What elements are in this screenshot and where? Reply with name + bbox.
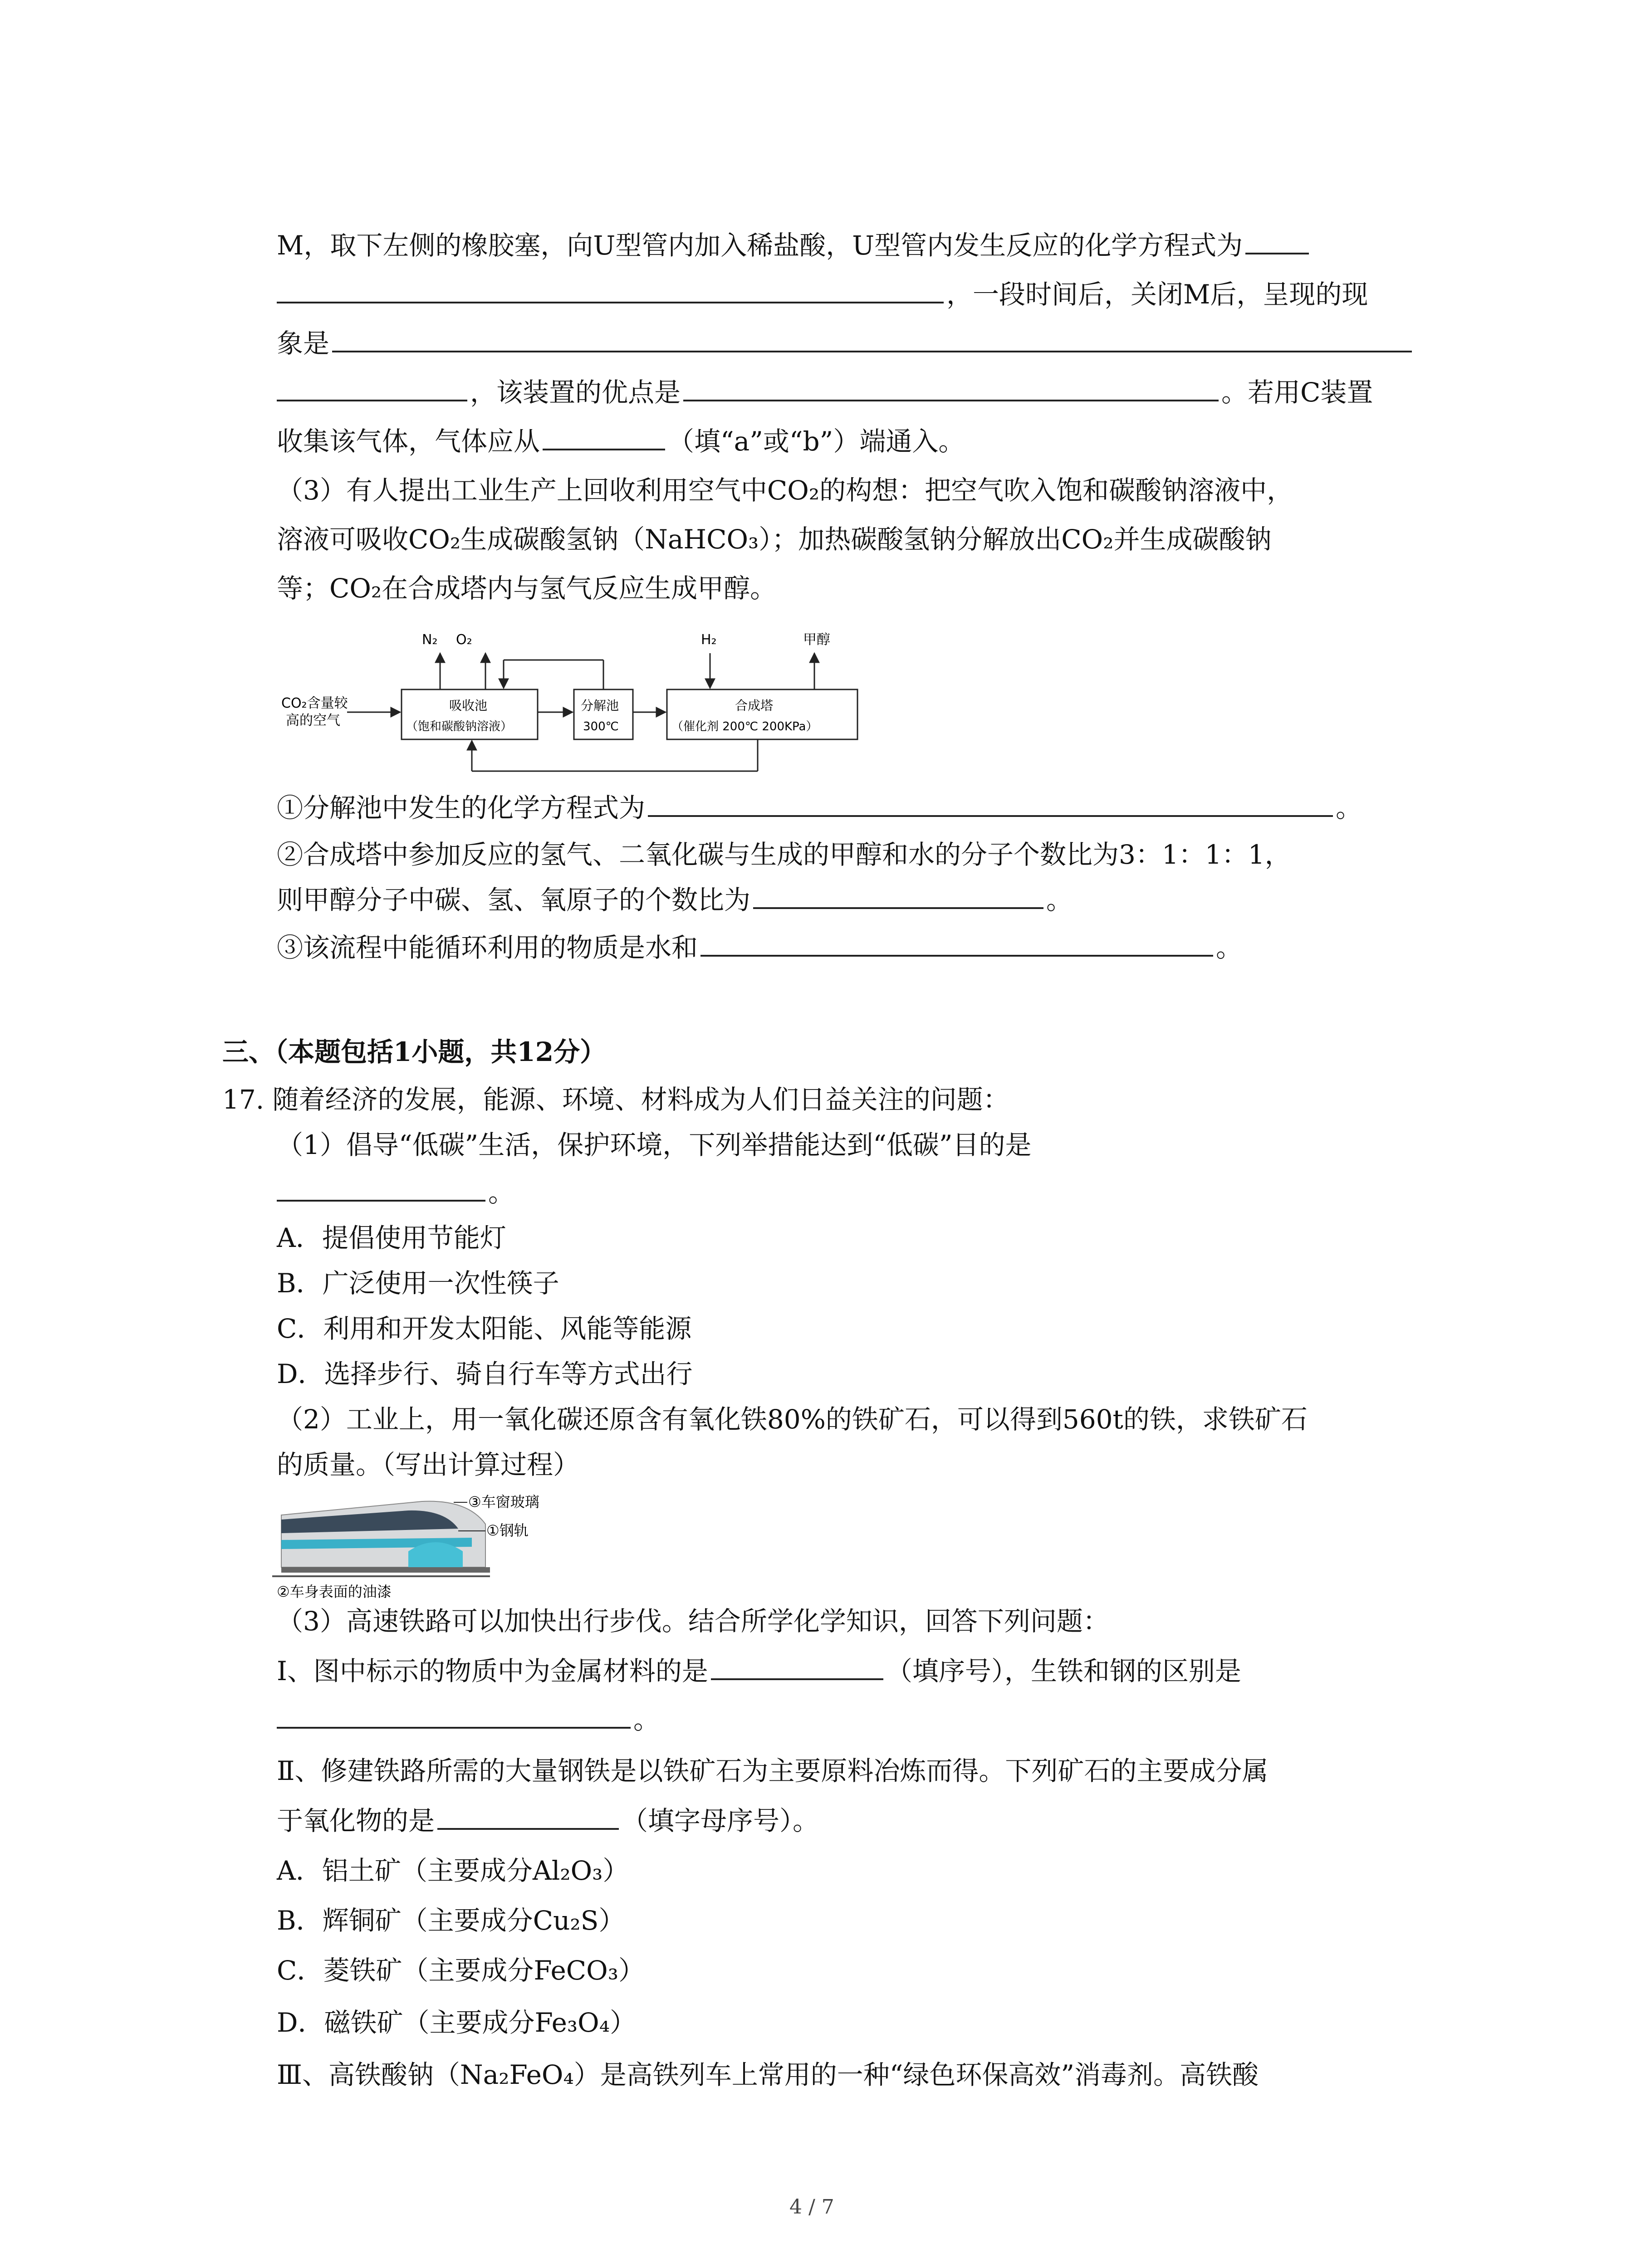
q17-part3: （3）高速铁路可以加快出行步伐。结合所学化学知识，回答下列问题： xyxy=(277,1606,1109,1637)
q16-sub3: ③该流程中能循环利用的物质是水和 。 xyxy=(277,932,1243,963)
answer-blank[interactable] xyxy=(543,447,665,450)
q17-ore-a: A．铝土矿（主要成分Al₂O₃） xyxy=(277,1855,629,1886)
q16-part3-line3: 等；CO₂在合成塔内与氢气反应生成甲醇。 xyxy=(277,573,777,604)
q17-part3-iii: Ⅲ、高铁酸钠（Na₂FeO₄）是高铁列车上常用的一种“绿色环保高效”消毒剂。高铁酸 xyxy=(277,2059,1259,2090)
q16-line1: M，取下左侧的橡胶塞，向U型管内加入稀盐酸，U型管内发生反应的化学方程式为 xyxy=(277,232,1312,259)
answer-blank[interactable] xyxy=(1245,251,1309,254)
q16-line2: ，一段时间后，关闭M后，呈现的现 xyxy=(277,281,1368,308)
high-speed-train-figure xyxy=(272,1483,599,1601)
air-label-line2: 高的空气 xyxy=(286,713,340,728)
q17-part3-ii-line1: Ⅱ、修建铁路所需的大量钢铁是以铁矿石为主要原料冶炼而得。下列矿石的主要成分属 xyxy=(277,1755,1269,1786)
answer-blank[interactable] xyxy=(437,1826,619,1830)
q16-sub2-line1: ②合成塔中参加反应的氢气、二氧化碳与生成的甲醇和水的分子个数比为3：1：1：1， xyxy=(277,839,1291,870)
q16-sub1: ①分解池中发生的化学方程式为 。 xyxy=(277,792,1362,823)
q16-line4: ，该装置的优点是 。若用C装置 xyxy=(277,379,1373,406)
q17-part1-blank-line: 。 xyxy=(277,1179,514,1206)
q17-part3-ii-line2: 于氧化物的是 （填字母序号）。 xyxy=(277,1805,819,1836)
methanol-label: 甲醇 xyxy=(803,632,830,648)
process-flow-diagram xyxy=(272,626,880,785)
q16-part3-line1: （3）有人提出工业生产上回收利用空气中CO₂的构想：把空气吹入饱和碳酸钠溶液中， xyxy=(277,475,1293,506)
q17-ore-d: D．磁铁矿（主要成分Fe₃O₄） xyxy=(277,2007,636,2038)
air-label-line1: CO₂含量较 xyxy=(281,695,348,711)
answer-blank[interactable] xyxy=(711,1677,883,1680)
q17-option-b: B．广泛使用一次性筷子 xyxy=(277,1268,559,1299)
q17-part3-i-line2: 。 xyxy=(277,1706,660,1733)
decomposition-tank-title: 分解池 xyxy=(581,698,619,713)
q16-part3-line2: 溶液可吸收CO₂生成碳酸氢钠（NaHCO₃）；加热碳酸氢钠分解放出CO₂并生成碳酸钠 xyxy=(277,524,1272,555)
q17-ore-b: B．辉铜矿（主要成分Cu₂S） xyxy=(277,1905,625,1936)
answer-blank[interactable] xyxy=(277,1725,631,1729)
h2-label: H₂ xyxy=(701,632,717,648)
o2-label: O₂ xyxy=(456,632,472,648)
q16-sub2-line2: 则甲醇分子中碳、氢、氧原子的个数比为 。 xyxy=(277,885,1073,915)
answer-blank[interactable] xyxy=(277,1198,485,1202)
synthesis-tower-title: 合成塔 xyxy=(735,698,774,713)
q17-part3-i-line1: I、图中标示的物质中为金属材料的是 （填序号），生铁和钢的区别是 xyxy=(277,1656,1241,1686)
q17-option-d: D．选择步行、骑自行车等方式出行 xyxy=(277,1359,693,1389)
answer-blank[interactable] xyxy=(683,398,1219,401)
q16-line5: 收集该气体，气体应从 （填“a”或“b”）端通入。 xyxy=(277,426,965,457)
q17-option-c: C．利用和开发太阳能、风能等能源 xyxy=(277,1313,692,1344)
n2-label: N₂ xyxy=(422,632,438,648)
answer-blank[interactable] xyxy=(753,905,1043,909)
train-label-body-paint: ②车身表面的油漆 xyxy=(277,1583,392,1600)
train-label-steel-rail: ①钢轨 xyxy=(486,1522,529,1539)
q17-stem: 17. 随着经济的发展，能源、环境、材料成为人们日益关注的问题： xyxy=(222,1084,1009,1115)
q16-line3: 象是 xyxy=(277,330,1415,357)
answer-blank[interactable] xyxy=(277,300,944,303)
answer-blank[interactable] xyxy=(648,813,1333,817)
q17-part2-line2: 的质量。（写出计算过程） xyxy=(277,1449,580,1480)
q17-part2-line1: （2）工业上，用一氧化碳还原含有氧化铁80%的铁矿石，可以得到560t的铁，求铁矿石 xyxy=(277,1404,1308,1435)
absorption-tank-title: 吸收池 xyxy=(449,698,488,713)
q17-ore-c: C．菱铁矿（主要成分FeCO₃） xyxy=(277,1955,645,1986)
answer-blank[interactable] xyxy=(277,398,467,401)
section-heading: 三、（本题包括1小题，共12分） xyxy=(222,1036,607,1067)
answer-blank[interactable] xyxy=(700,953,1213,957)
absorption-tank-sub: （饱和碳酸钠溶液） xyxy=(406,720,513,733)
decomposition-tank-temp: 300℃ xyxy=(583,720,619,733)
synthesis-tower-conditions: （催化剂 200℃ 200KPa） xyxy=(671,720,818,733)
q17-part1: （1）倡导“低碳”生活，保护环境，下列举措能达到“低碳”目的是 xyxy=(277,1129,1032,1160)
train-label-window-glass: ③车窗玻璃 xyxy=(468,1493,539,1510)
page-number: 4 / 7 xyxy=(789,2195,834,2219)
q17-option-a: A．提倡使用节能灯 xyxy=(277,1222,506,1253)
answer-blank[interactable] xyxy=(332,349,1412,352)
